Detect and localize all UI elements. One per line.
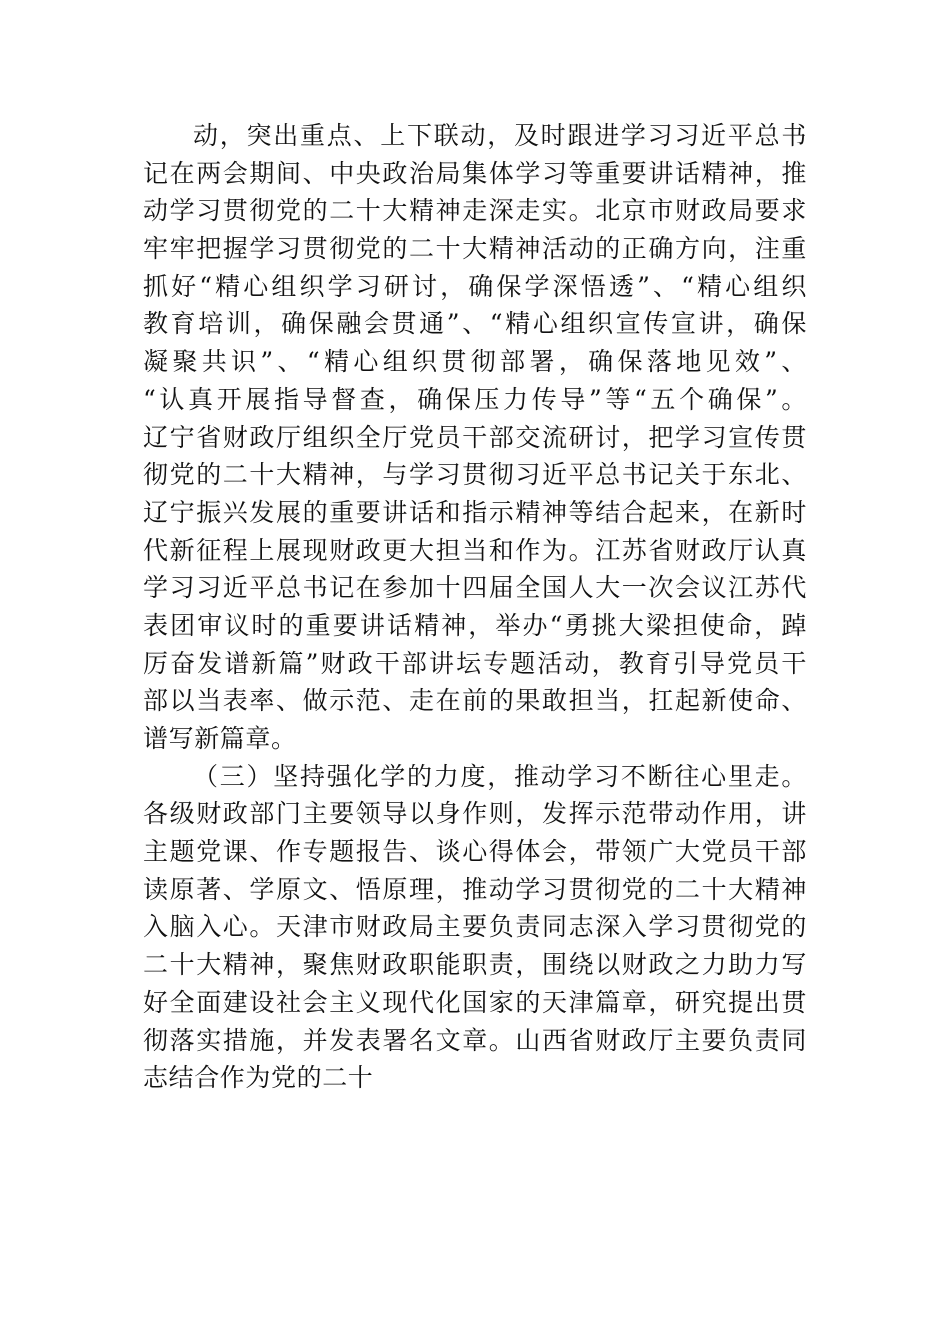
text-line: 牢牢把握学习贯彻党的二十大精神活动的正确方向，注重 bbox=[143, 234, 807, 264]
body-text bbox=[143, 117, 807, 1097]
text-line: 厉奋发谱新篇”财政干部讲坛专题活动，教育引导党员干 bbox=[143, 648, 807, 678]
text-line: 记在两会期间、中央政治局集体学习等重要讲话精神，推 bbox=[143, 158, 807, 188]
text-line: 谱写新篇章。 bbox=[143, 724, 297, 753]
text-line: 教育培训，确保融会贯通”、“精心组织宣传宣讲，确保 bbox=[143, 309, 807, 339]
section-heading: （三）坚持强化学的力度，推动学习不断往心里走。 bbox=[193, 761, 807, 791]
text-line: 二十大精神，聚焦财政职能职责，围绕以财政之力助力写 bbox=[143, 950, 807, 980]
text-line: 动学习贯彻党的二十大精神走深走实。北京市财政局要求 bbox=[143, 196, 807, 226]
text-line: 代新征程上展现财政更大担当和作为。江苏省财政厅认真 bbox=[143, 535, 807, 565]
text-line: 动，突出重点、上下联动，及时跟进学习习近平总书 bbox=[193, 121, 807, 150]
text-line: 抓好“精心组织学习研讨，确保学深悟透”、“精心组织 bbox=[143, 271, 807, 301]
text-line: 学习习近平总书记在参加十四届全国人大一次会议江苏代 bbox=[143, 573, 807, 603]
text-line: 读原著、学原文、悟原理，推动学习贯彻党的二十大精神 bbox=[143, 874, 807, 904]
text-line: 好全面建设社会主义现代化国家的天津篇章，研究提出贯 bbox=[143, 987, 807, 1017]
text-line: 彻党的二十大精神，与学习贯彻习近平总书记关于东北、 bbox=[143, 460, 807, 490]
text-line: “认真开展指导督查，确保压力传导”等“五个确保”。 bbox=[143, 384, 807, 414]
text-line: 辽宁省财政厅组织全厅党员干部交流研讨，把学习宣传贯 bbox=[143, 422, 807, 452]
text-line: 部以当表率、做示范、走在前的果敢担当，扛起新使命、 bbox=[143, 686, 807, 716]
text-line: 凝聚共识”、“精心组织贯彻部署，确保落地见效”、 bbox=[143, 347, 807, 377]
text-line: 各级财政部门主要领导以身作则，发挥示范带动作用，讲 bbox=[143, 799, 807, 829]
text-line: 主题党课、作专题报告、谈心得体会，带领广大党员干部 bbox=[143, 837, 807, 867]
text-line: 志结合作为党的二十 bbox=[143, 1063, 374, 1093]
text-line: 表团审议时的重要讲话精神，举办“勇挑大梁担使命，踔 bbox=[143, 610, 807, 640]
text-line: 辽宁振兴发展的重要讲话和指示精神等结合起来，在新时 bbox=[143, 497, 807, 527]
text-line: 入脑入心。天津市财政局主要负责同志深入学习贯彻党的 bbox=[143, 912, 807, 942]
text-line: 彻落实措施，并发表署名文章。山西省财政厅主要负责同 bbox=[143, 1025, 807, 1055]
